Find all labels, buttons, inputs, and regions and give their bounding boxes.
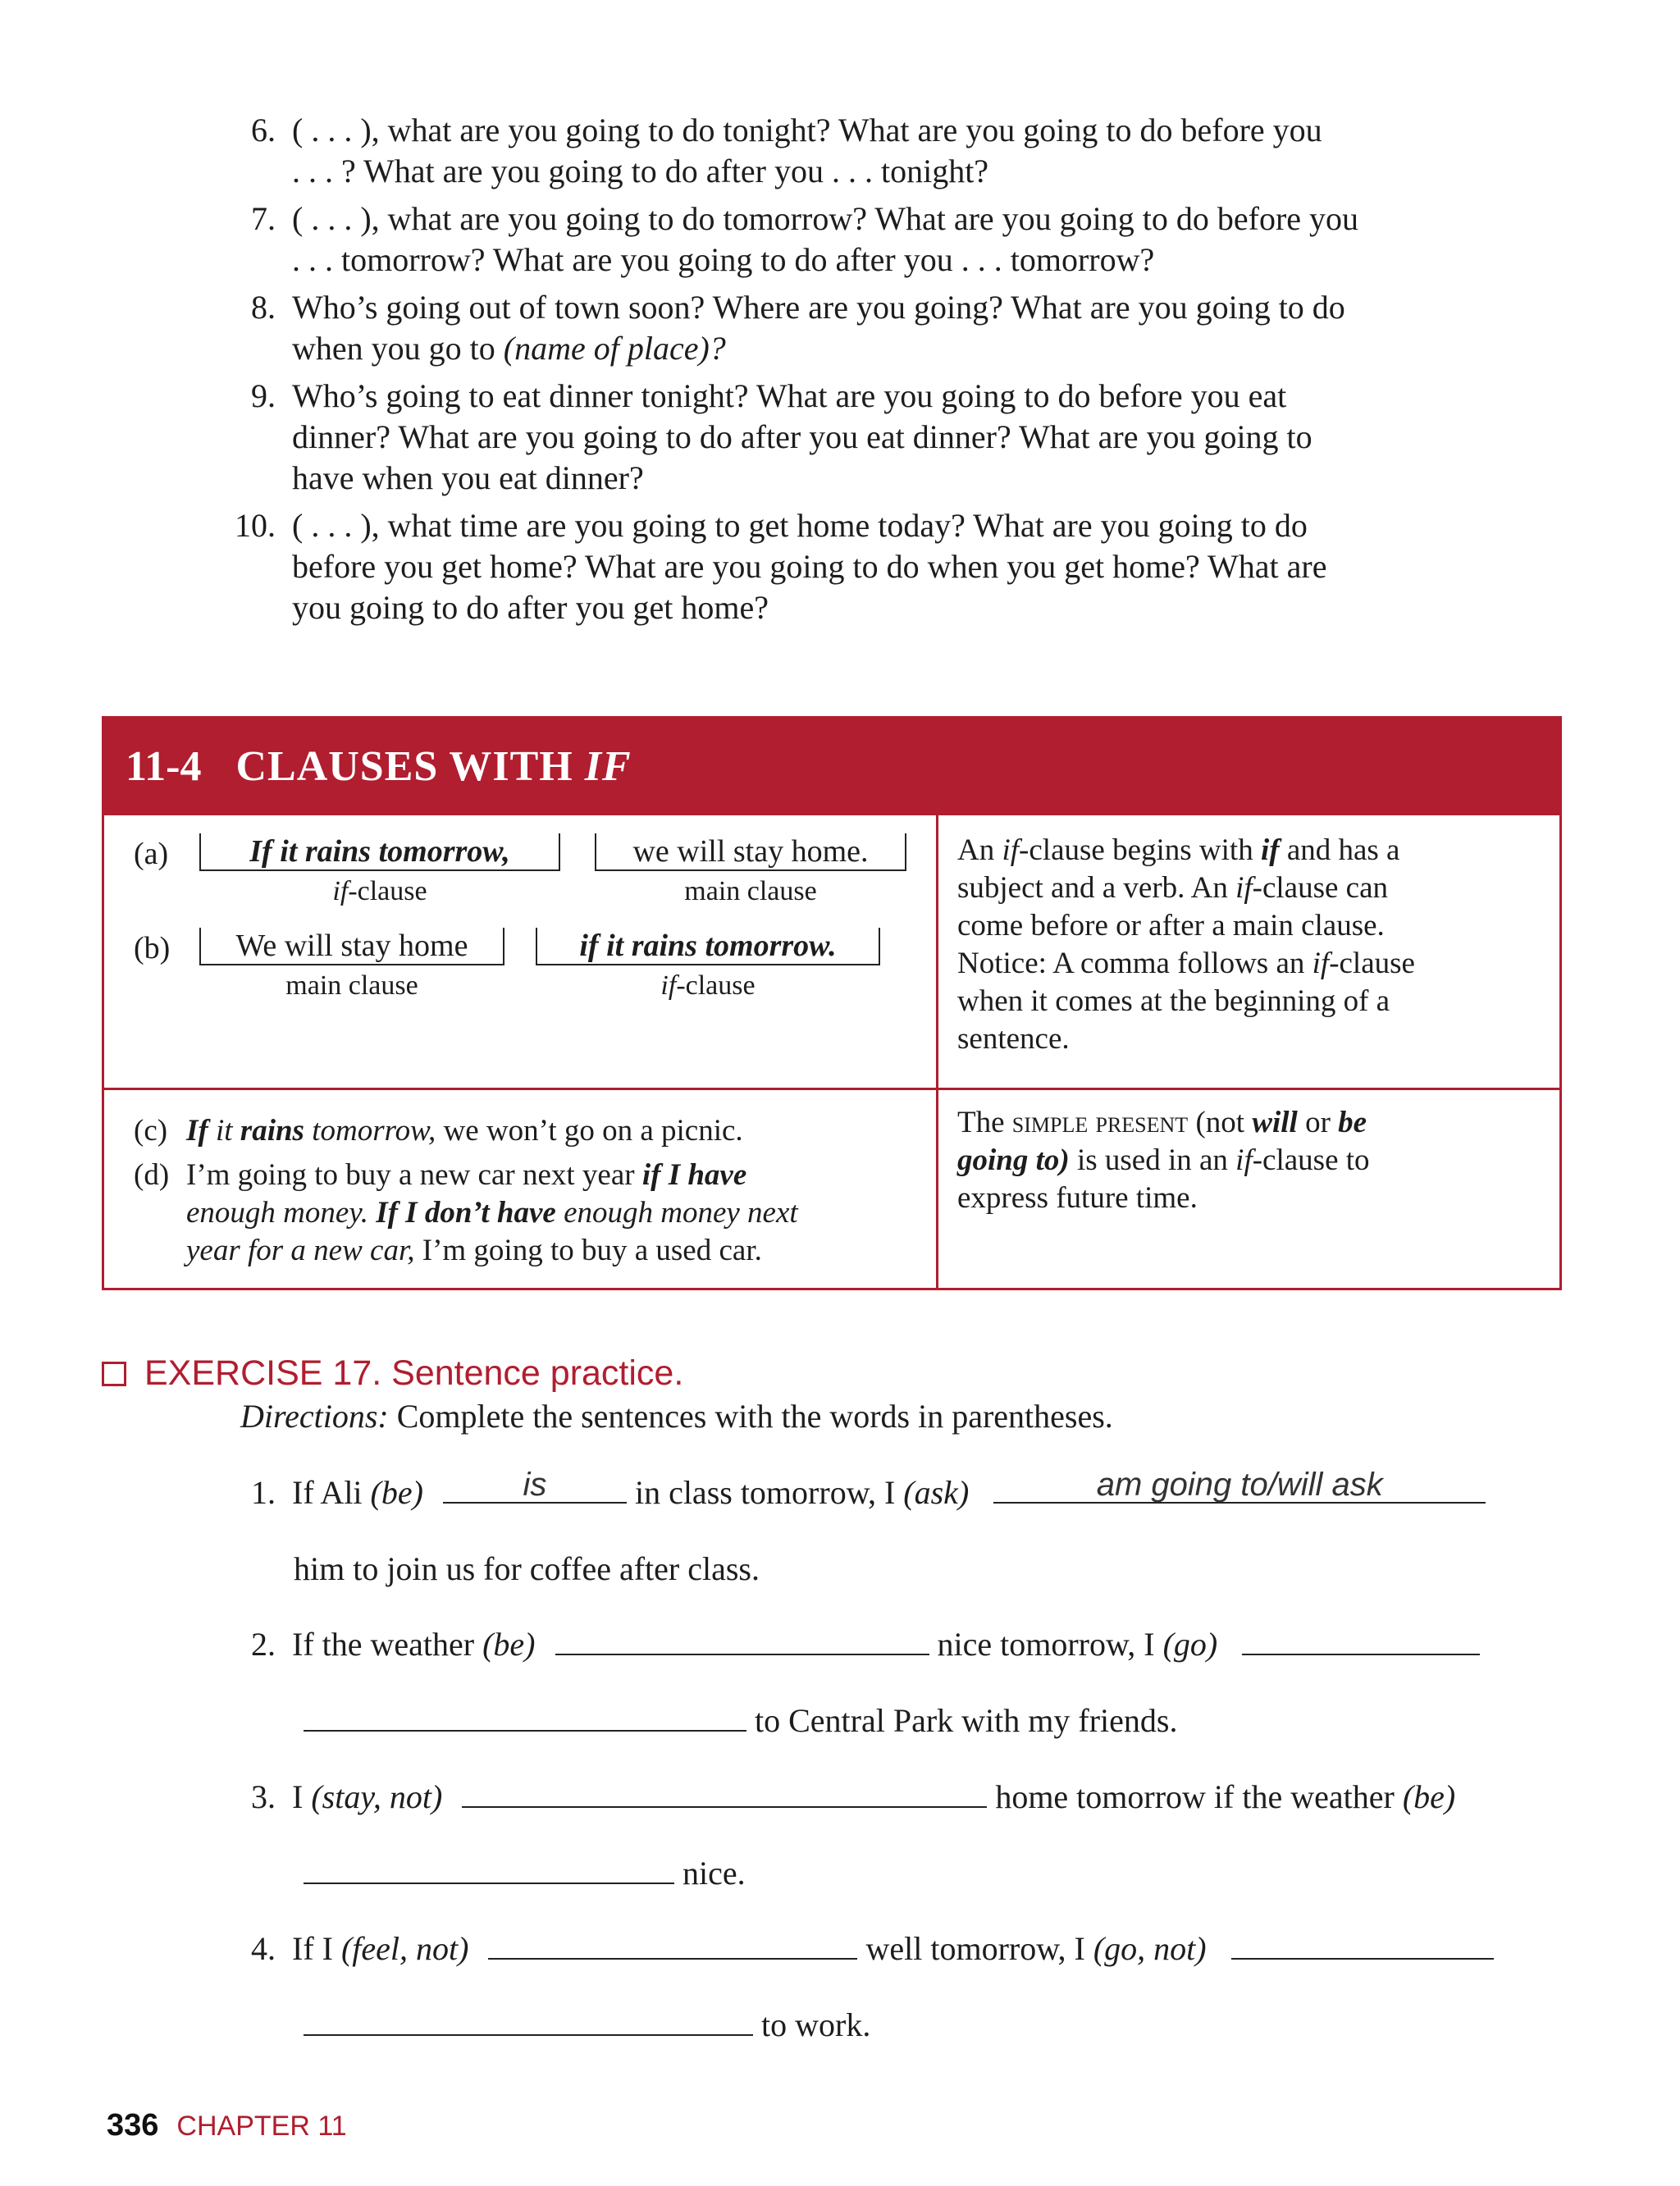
question-line: when you go to (name of place)? <box>292 330 726 367</box>
question-line: ( . . . ), what are you going to do tomorrow? What are you going to do before you <box>292 200 1359 237</box>
question-line: dinner? What are you going to do after you eat dinner? What are you going to <box>292 418 1312 455</box>
answer-blank[interactable] <box>462 1778 987 1808</box>
question-line: ( . . . ), what time are you going to get home today? What are you going to do <box>292 507 1308 544</box>
answer-text: is <box>523 1467 547 1503</box>
list-item <box>221 199 1550 281</box>
list-item <box>221 110 1550 192</box>
exercise-item: 4. If I (feel, not) well tomorrow, I (go, not) <box>251 1928 1494 1969</box>
item-number: 6. <box>251 112 276 148</box>
answer-blank[interactable] <box>1231 1930 1494 1960</box>
exercise-item: 3. I (stay, not) home tomorrow if the weather (be) <box>251 1778 1456 1815</box>
directions: Directions: Complete the sentences with the words in parentheses. <box>240 1398 1113 1435</box>
main-clause-bracket: we will stay home. <box>595 833 906 871</box>
exercise-item-continued: nice. <box>304 1853 746 1894</box>
item-number: 7. <box>251 200 276 237</box>
answer-blank[interactable] <box>993 1467 1486 1504</box>
question-list <box>221 110 1550 635</box>
grammar-chart <box>102 716 1562 1290</box>
item-number: 8. <box>251 289 276 326</box>
item-number: 10. <box>235 507 276 544</box>
placeholder-text: (name of place)? <box>503 330 726 367</box>
exercise-item-continued: him to join us for coffee after class. <box>294 1550 760 1587</box>
question-line: have when you eat dinner? <box>292 459 644 496</box>
chart-number: 11-4 <box>126 743 202 790</box>
explanation-text: The simple present (not will or be going to) is used in an if-clause to express future time. <box>957 1106 1370 1215</box>
example-sentences: (c) If it rains tomorrow, we won’t go on a picnic. (d) I’m going to buy a new car next year if I have enough money. If I don’t have enough money next year for a new car, I’m going to buy a used car. <box>134 1114 798 1267</box>
checkbox-icon <box>102 1362 126 1386</box>
main-clause-bracket: We will stay home <box>199 928 504 965</box>
answer-blank[interactable] <box>304 2006 753 2036</box>
chart-header <box>104 719 1559 815</box>
exercise-item-continued: to Central Park with my friends. <box>304 1700 1177 1741</box>
page-footer <box>107 2108 347 2143</box>
question-line: Who’s going out of town soon? Where are you going? What are you going to do <box>292 289 1345 326</box>
question-line: you going to do after you get home? <box>292 589 769 626</box>
explanation-text: An if-clause begins with if and has a subject and a verb. An if-clause can come before or after a main clause. Notice: A comma follows an if-clause when it comes at the beginning of a sentence. <box>957 833 1415 1056</box>
answer-blank[interactable] <box>443 1467 627 1504</box>
question-line: ( . . . ), what are you going to do tonight? What are you going to do before you <box>292 112 1322 148</box>
exercise-item-continued: to work. <box>304 2005 870 2046</box>
list-item <box>221 376 1550 499</box>
chart-title: CLAUSES WITH IF <box>235 743 632 790</box>
answer-text: am going to/will ask <box>1096 1467 1383 1503</box>
question-line: . . . ? What are you going to do after you . . . tonight? <box>292 153 989 189</box>
row-divider <box>104 1088 1559 1090</box>
clause-caption: main clause <box>285 970 418 1001</box>
question-line: . . . tomorrow? What are you going to do after you . . . tomorrow? <box>292 241 1155 278</box>
page-number: 336 <box>107 2108 159 2143</box>
question-line: Who’s going to eat dinner tonight? What are you going to do before you eat <box>292 377 1287 414</box>
chapter-label: CHAPTER 11 <box>176 2111 347 2142</box>
exercise-title: EXERCISE 17. Sentence practice. <box>102 1353 683 1394</box>
if-clause-bracket: if it rains tomorrow. <box>536 928 880 965</box>
answer-blank[interactable] <box>304 1855 674 1884</box>
clause-caption: main clause <box>684 876 817 906</box>
answer-blank[interactable] <box>555 1626 929 1655</box>
answer-blank[interactable] <box>1242 1626 1480 1655</box>
answer-blank[interactable] <box>488 1930 857 1960</box>
exercise-item: 1. If Ali (be) is in class tomorrow, I (ask) am going to/will ask <box>251 1472 1486 1513</box>
answer-blank[interactable] <box>304 1702 746 1732</box>
list-item <box>221 287 1550 369</box>
question-line: before you get home? What are you going to do when you get home? What are <box>292 548 1327 585</box>
example-label: (b) <box>134 931 171 965</box>
clause-caption: if-clause <box>332 876 427 906</box>
item-number: 9. <box>251 377 276 414</box>
clause-caption: if-clause <box>660 970 756 1001</box>
example-label: (a) <box>134 837 169 871</box>
list-item <box>221 505 1550 628</box>
exercise-item: 2. If the weather (be) nice tomorrow, I (go) <box>251 1624 1480 1665</box>
if-clause-bracket: If it rains tomorrow, <box>199 833 560 871</box>
column-divider <box>936 815 938 1288</box>
